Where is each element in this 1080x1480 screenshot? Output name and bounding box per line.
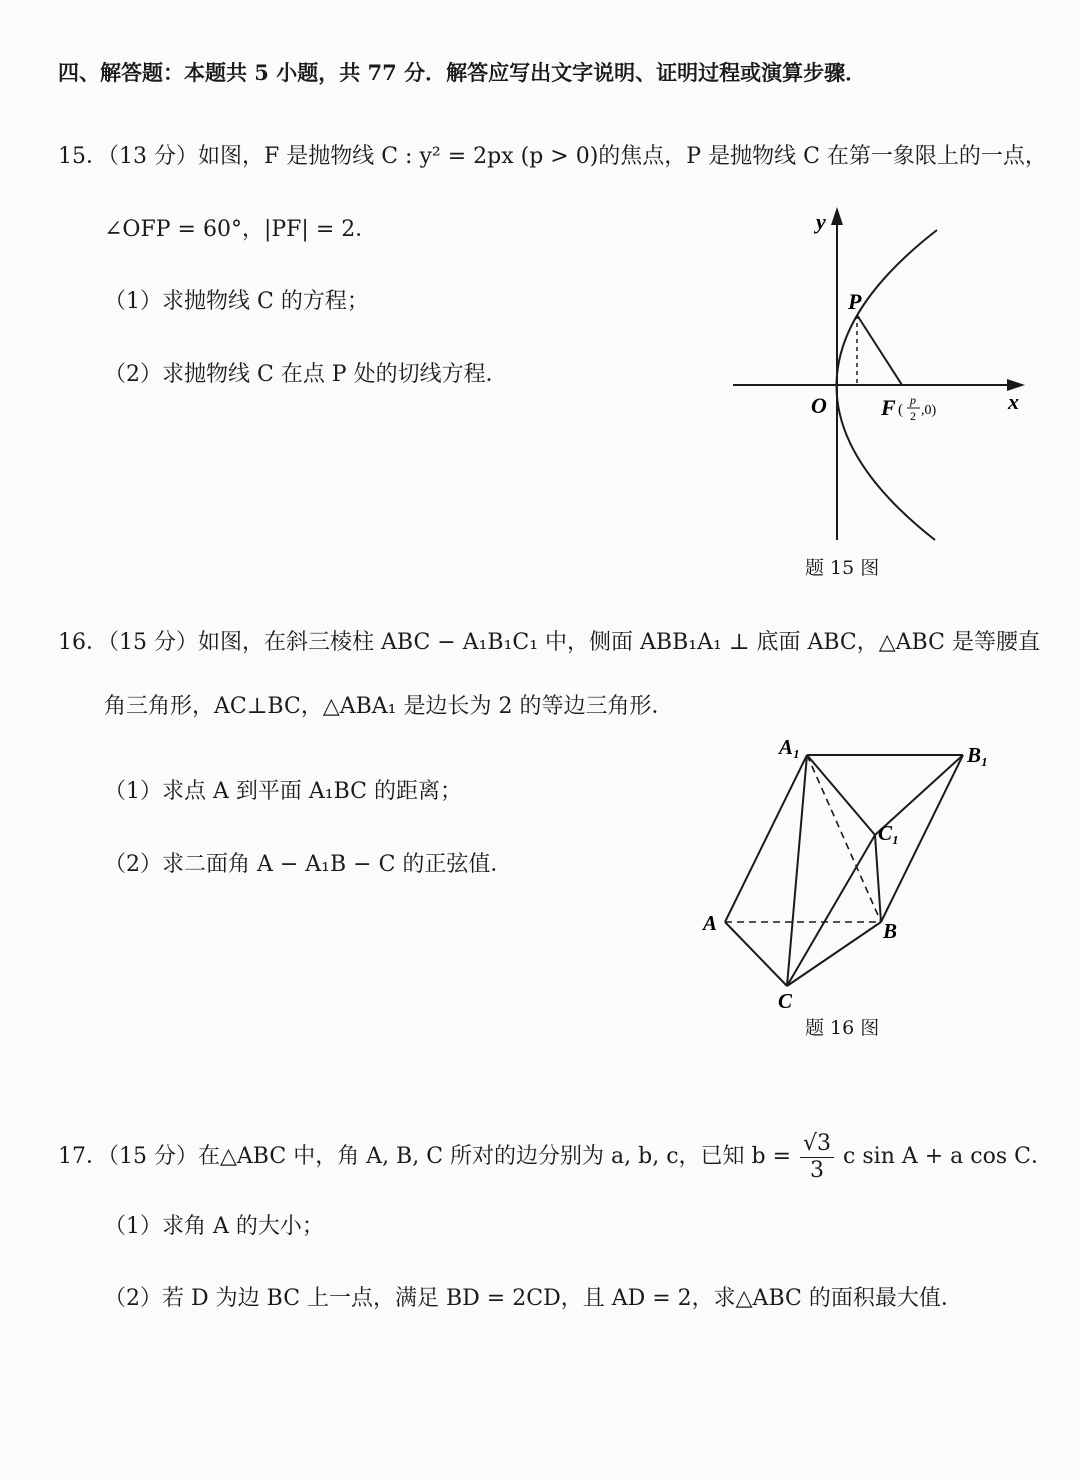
q15-stem-line2: ∠OFP = 60°，|PF| = 2． bbox=[104, 217, 378, 242]
q15-label-f-num: p bbox=[910, 393, 916, 407]
q15-part1: （1）求抛物线 C 的方程； bbox=[104, 289, 369, 314]
section-header: 四、解答题：本题共 5 小题，共 77 分．解答应写出文字说明、证明过程或演算步骤． bbox=[58, 60, 867, 85]
q16-label-c1: C₁ bbox=[878, 821, 900, 845]
q17-stem bbox=[58, 1128, 1053, 1186]
q17-stem-suffix: c sin A + a cos C． bbox=[843, 1144, 1053, 1169]
q15-label-f-open: ( bbox=[898, 402, 903, 418]
q16-caption: 题 16 图 bbox=[805, 1017, 880, 1039]
q16-label-b1: B₁ bbox=[967, 743, 989, 767]
q16-edge-a1b bbox=[807, 755, 881, 922]
q17-part2: （2）若 D 为边 BC 上一点，满足 BD = 2CD，且 AD = 2，求△ABC 的面积最大值． bbox=[104, 1286, 963, 1311]
q15-label-f-close: ,0) bbox=[921, 403, 937, 418]
q15-part2: （2）求抛物线 C 在点 P 处的切线方程． bbox=[104, 362, 508, 387]
q15-label-f: F bbox=[881, 395, 896, 420]
q15-figure bbox=[715, 195, 1045, 555]
q17-stem-prefix: 17．（15 分）在△ABC 中，角 A, B, C 所对的边分别为 a, b, c，已知 b = bbox=[58, 1144, 792, 1169]
q16-edge-a1c1 bbox=[807, 755, 875, 835]
q15-label-p: P bbox=[848, 289, 862, 314]
q16-label-c: C bbox=[778, 989, 793, 1013]
q15-label-f-den: 2 bbox=[910, 409, 916, 423]
q15-y-arrow bbox=[831, 207, 843, 225]
q17-fraction bbox=[800, 1131, 834, 1184]
q17-fraction-numerator: √3 bbox=[800, 1131, 834, 1158]
q15-segment-pf bbox=[857, 315, 902, 385]
q15-label-x: x bbox=[1008, 389, 1019, 414]
q16-label-b: B bbox=[883, 919, 898, 943]
q16-label-a1: A₁ bbox=[779, 735, 801, 759]
q17-fraction-denominator: 3 bbox=[810, 1157, 825, 1183]
q16-figure bbox=[695, 728, 1025, 1018]
q15-stem-line1: 15．（13 分）如图，F 是抛物线 C : y² = 2px (p > 0)的焦点，P 是抛物线 C 在第一象限上的一点， bbox=[58, 144, 1047, 169]
q15-label-y: y bbox=[816, 209, 826, 234]
q16-label-a: A bbox=[703, 911, 718, 935]
q16-part1: （1）求点 A 到平面 A₁BC 的距离； bbox=[104, 779, 462, 804]
q16-edge-cc1 bbox=[787, 835, 875, 986]
q15-caption: 题 15 图 bbox=[805, 557, 880, 579]
q16-edge-ac bbox=[725, 922, 787, 986]
q16-part2: （2）求二面角 A − A₁B − C 的正弦值． bbox=[104, 852, 513, 877]
q16-stem-line1: 16．（15 分）如图，在斜三棱柱 ABC − A₁B₁C₁ 中，侧面 ABB₁A₁ ⊥ 底面 ABC，△ABC 是等腰直 bbox=[58, 630, 1040, 655]
q16-stem-line2: 角三角形，AC⊥BC，△ABA₁ 是边长为 2 的等边三角形． bbox=[104, 694, 674, 719]
q16-edge-bc bbox=[787, 922, 881, 986]
q17-part1: （1）求角 A 的大小； bbox=[104, 1214, 324, 1239]
q15-label-o: O bbox=[811, 393, 827, 418]
